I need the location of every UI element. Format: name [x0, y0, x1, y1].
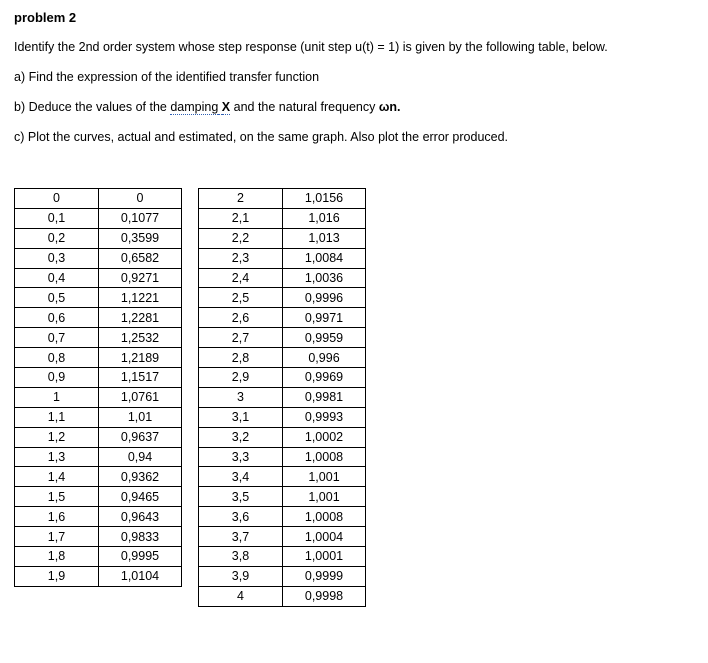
response-cell: 1,0004 [283, 527, 366, 547]
response-cell: 0,9999 [283, 566, 366, 586]
step-response-table-left [14, 188, 182, 587]
item-b-middle: and the natural frequency [230, 100, 379, 114]
table-row [199, 447, 366, 467]
table-row [15, 387, 182, 407]
table-row [15, 547, 182, 567]
table-row [15, 208, 182, 228]
table-row [15, 228, 182, 248]
table-row [15, 189, 182, 209]
response-cell: 0,94 [99, 447, 182, 467]
table-row [199, 208, 366, 228]
response-cell: 1,2532 [99, 328, 182, 348]
table-row [15, 288, 182, 308]
damping-word: damping [170, 100, 219, 114]
table-row [15, 308, 182, 328]
response-cell: 0,9993 [283, 407, 366, 427]
response-cell: 0,9362 [99, 467, 182, 487]
table-row [199, 407, 366, 427]
table-row [199, 427, 366, 447]
response-cell: 1,0761 [99, 387, 182, 407]
time-cell: 0,5 [15, 288, 99, 308]
problem-title: problem 2 [14, 10, 77, 25]
response-cell: 1,0104 [99, 566, 182, 586]
time-cell: 2,5 [199, 288, 283, 308]
response-cell: 0,9971 [283, 308, 366, 328]
time-cell: 3,4 [199, 467, 283, 487]
table-row [15, 527, 182, 547]
time-cell: 2,1 [199, 208, 283, 228]
time-cell: 1,8 [15, 547, 99, 567]
item-c-text: c) Plot the curves, actual and estimated, on the same graph. Also plot the error produced. [14, 130, 509, 144]
time-cell: 2,3 [199, 248, 283, 268]
response-cell: 0,9271 [99, 268, 182, 288]
response-cell: 0,9981 [283, 387, 366, 407]
response-cell: 1,2189 [99, 348, 182, 368]
table-row [15, 566, 182, 586]
time-cell: 2,9 [199, 368, 283, 388]
table-row [15, 368, 182, 388]
response-cell: 1,0001 [283, 547, 366, 567]
response-cell: 1,001 [283, 487, 366, 507]
table-row [15, 407, 182, 427]
table-row [199, 368, 366, 388]
response-cell: 1,0084 [283, 248, 366, 268]
time-cell: 2 [199, 189, 283, 209]
time-cell: 3,5 [199, 487, 283, 507]
time-cell: 1,4 [15, 467, 99, 487]
table-row [15, 328, 182, 348]
response-cell: 1,0002 [283, 427, 366, 447]
response-cell: 0,9643 [99, 507, 182, 527]
response-cell: 1,2281 [99, 308, 182, 328]
table-row [15, 447, 182, 467]
time-cell: 0,8 [15, 348, 99, 368]
time-cell: 0 [15, 189, 99, 209]
table-row [199, 328, 366, 348]
response-cell: 1,1221 [99, 288, 182, 308]
time-cell: 2,7 [199, 328, 283, 348]
response-cell: 0,9995 [99, 547, 182, 567]
table-row [15, 348, 182, 368]
table-row [199, 586, 366, 606]
response-cell: 1,013 [283, 228, 366, 248]
table-row [199, 189, 366, 209]
item-b-text [14, 100, 401, 114]
table-row [199, 527, 366, 547]
time-cell: 1,2 [15, 427, 99, 447]
response-cell: 1,01 [99, 407, 182, 427]
response-cell: 1,1517 [99, 368, 182, 388]
time-cell: 2,2 [199, 228, 283, 248]
response-cell: 0 [99, 189, 182, 209]
response-cell: 0,9959 [283, 328, 366, 348]
time-cell: 1,1 [15, 407, 99, 427]
response-cell: 1,0156 [283, 189, 366, 209]
table-row [15, 427, 182, 447]
response-cell: 0,9996 [283, 288, 366, 308]
time-cell: 1,7 [15, 527, 99, 547]
time-cell: 1,3 [15, 447, 99, 467]
response-cell: 0,9998 [283, 586, 366, 606]
table-row [15, 487, 182, 507]
response-cell: 0,9637 [99, 427, 182, 447]
response-cell: 0,996 [283, 348, 366, 368]
time-cell: 3,3 [199, 447, 283, 467]
time-cell: 3,8 [199, 547, 283, 567]
time-cell: 2,8 [199, 348, 283, 368]
omega-symbol: ωn. [378, 100, 401, 114]
time-cell: 3,9 [199, 566, 283, 586]
table-row [15, 507, 182, 527]
response-cell: 0,3599 [99, 228, 182, 248]
time-cell: 0,1 [15, 208, 99, 228]
table-row [199, 547, 366, 567]
table-row [199, 228, 366, 248]
response-cell: 1,001 [283, 467, 366, 487]
time-cell: 3,6 [199, 507, 283, 527]
response-cell: 0,9833 [99, 527, 182, 547]
step-response-table-right [198, 188, 366, 607]
time-cell: 0,6 [15, 308, 99, 328]
time-cell: 3,1 [199, 407, 283, 427]
time-cell: 1,5 [15, 487, 99, 507]
table-row [199, 566, 366, 586]
time-cell: 3,2 [199, 427, 283, 447]
table-row [15, 467, 182, 487]
time-cell: 1 [15, 387, 99, 407]
time-cell: 3,7 [199, 527, 283, 547]
response-cell: 0,9969 [283, 368, 366, 388]
time-cell: 0,9 [15, 368, 99, 388]
response-cell: 0,1077 [99, 208, 182, 228]
time-cell: 4 [199, 586, 283, 606]
table-row [199, 507, 366, 527]
time-cell: 0,7 [15, 328, 99, 348]
time-cell: 0,4 [15, 268, 99, 288]
response-cell: 1,016 [283, 208, 366, 228]
response-cell: 1,0008 [283, 507, 366, 527]
intro-text: Identify the 2nd order system whose step response (unit step u(t) = 1) is given by the following table, below. [14, 40, 608, 54]
table-row [199, 487, 366, 507]
table-row [199, 248, 366, 268]
table-row [199, 308, 366, 328]
table-row [199, 288, 366, 308]
time-cell: 2,6 [199, 308, 283, 328]
time-cell: 1,9 [15, 566, 99, 586]
time-cell: 3 [199, 387, 283, 407]
damping-symbol: X [221, 100, 231, 114]
response-cell: 1,0036 [283, 268, 366, 288]
response-cell: 0,9465 [99, 487, 182, 507]
table-row [199, 387, 366, 407]
table-row [199, 467, 366, 487]
table-row [199, 268, 366, 288]
item-a-text: a) Find the expression of the identified transfer function [14, 70, 320, 84]
item-b-prefix: b) Deduce the values of the [14, 100, 171, 114]
time-cell: 0,2 [15, 228, 99, 248]
time-cell: 1,6 [15, 507, 99, 527]
response-cell: 1,0008 [283, 447, 366, 467]
table-row [15, 268, 182, 288]
response-cell: 0,6582 [99, 248, 182, 268]
table-row [15, 248, 182, 268]
time-cell: 2,4 [199, 268, 283, 288]
table-row [199, 348, 366, 368]
time-cell: 0,3 [15, 248, 99, 268]
